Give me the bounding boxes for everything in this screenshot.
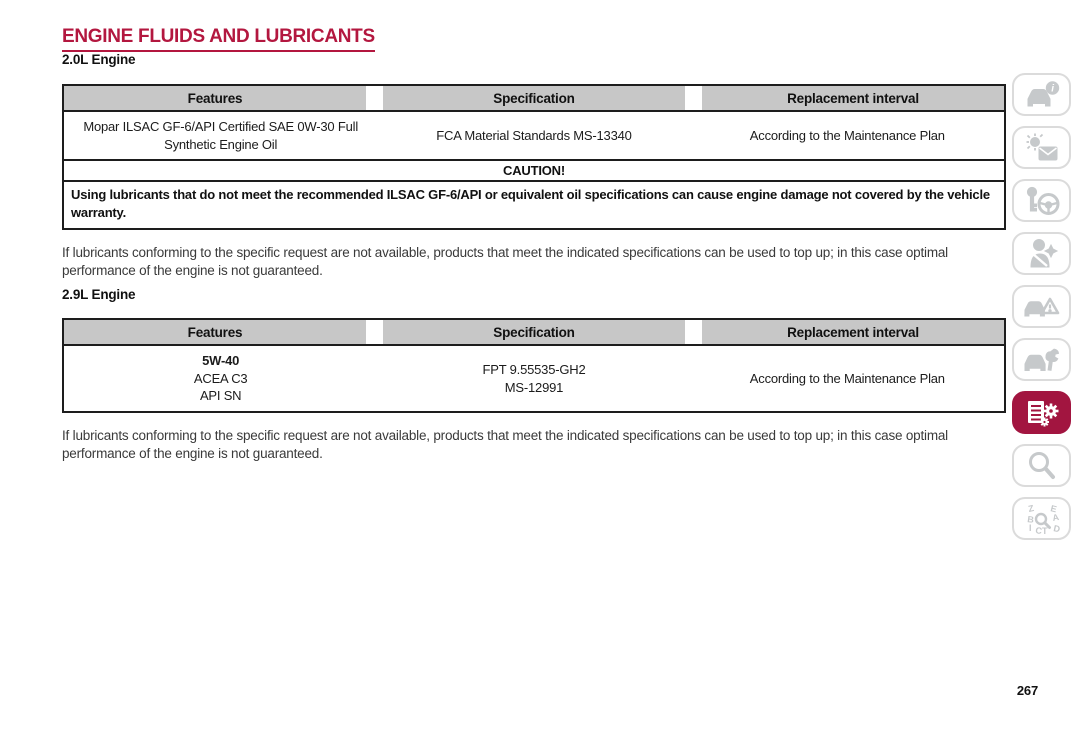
sidebar-item-emergency[interactable]	[1012, 285, 1071, 328]
svg-text:A: A	[1051, 511, 1060, 523]
svg-text:T: T	[1041, 525, 1047, 536]
svg-text:B: B	[1026, 513, 1034, 525]
header-replacement-interval: Replacement interval	[702, 320, 1004, 344]
car-info-icon	[1023, 79, 1061, 111]
caution-label: CAUTION!	[64, 161, 1004, 182]
page-title: ENGINE FLUIDS AND LUBRICANTS	[62, 26, 375, 52]
features-line: ACEA C3	[193, 370, 248, 386]
svg-text:D: D	[1052, 522, 1061, 534]
specification-line: MS-12991	[504, 379, 564, 395]
header-features: Features	[64, 320, 366, 344]
svg-text:E: E	[1049, 502, 1058, 514]
table-header-row	[64, 86, 1004, 112]
features-line: 5W-40	[202, 353, 240, 369]
features-value: Mopar ILSAC GF-6/API Certified SAE 0W-30 Full Synthetic Engine Oil	[83, 118, 359, 152]
engine-2-9l-table	[62, 318, 1006, 413]
specification-line: FPT 9.55535-GH2	[482, 361, 586, 377]
cell-specification: FCA Material Standards MS-13340	[436, 127, 632, 143]
header-features: Features	[64, 86, 366, 110]
engine-2-0l-table	[62, 84, 1006, 230]
engine-2-9l-heading: 2.9L Engine	[62, 287, 136, 302]
sidebar-item-vehicle-info[interactable]	[1012, 73, 1071, 116]
warning-lights-messages-icon	[1023, 132, 1061, 164]
technical-data-icon	[1023, 396, 1061, 430]
note-2-0l: If lubricants conforming to the specific request are not available, products that meet the indicated specifications can be used to top up; in this case optimal performance of the engine is not guaranteed.	[62, 245, 948, 278]
key-steering-icon	[1023, 184, 1061, 218]
header-specification: Specification	[383, 86, 685, 110]
emergency-icon	[1023, 291, 1061, 323]
sidebar-item-search[interactable]	[1012, 444, 1071, 487]
car-maintenance-icon	[1023, 344, 1061, 376]
cell-features	[64, 112, 377, 159]
cell-features	[64, 346, 377, 411]
cell-specification	[377, 346, 690, 411]
header-replacement-interval: Replacement interval	[702, 86, 1004, 110]
sidebar-item-alphabetical-index[interactable]	[1012, 497, 1071, 540]
sidebar-item-warning-lights[interactable]	[1012, 126, 1071, 169]
cell-interval: According to the Maintenance Plan	[749, 370, 945, 386]
svg-text:C: C	[1034, 524, 1043, 536]
page-number: 267	[1016, 683, 1038, 698]
svg-text:Z: Z	[1026, 502, 1035, 514]
sidebar-item-maintenance[interactable]	[1012, 338, 1071, 381]
table-header-row	[64, 320, 1004, 346]
note-2-9l: If lubricants conforming to the specific request are not available, products that meet the indicated specifications can be used to top up; in this case optimal performance of the engine is not guaranteed.	[62, 428, 948, 461]
table-row	[64, 112, 1004, 161]
caution-text: Using lubricants that do not meet the recommended ILSAC GF-6/API or equivalent oil specifications can cause engine damage not covered by the vehicle warranty.	[71, 187, 990, 220]
cell-interval: According to the Maintenance Plan	[749, 127, 945, 143]
sidebar-item-safety[interactable]	[1012, 232, 1071, 275]
alphabetical-index-icon	[1023, 502, 1061, 536]
svg-text:I: I	[1028, 522, 1031, 533]
engine-2-0l-heading: 2.0L Engine	[62, 52, 136, 67]
svg-text:i: i	[1050, 82, 1054, 94]
table-row	[64, 346, 1004, 411]
sidebar-item-starting-driving[interactable]	[1012, 179, 1071, 222]
features-line: API SN	[199, 388, 242, 404]
search-icon	[1023, 449, 1061, 483]
header-specification: Specification	[383, 320, 685, 344]
passenger-safety-icon	[1023, 237, 1061, 271]
sidebar-item-technical-data[interactable]	[1012, 391, 1071, 434]
